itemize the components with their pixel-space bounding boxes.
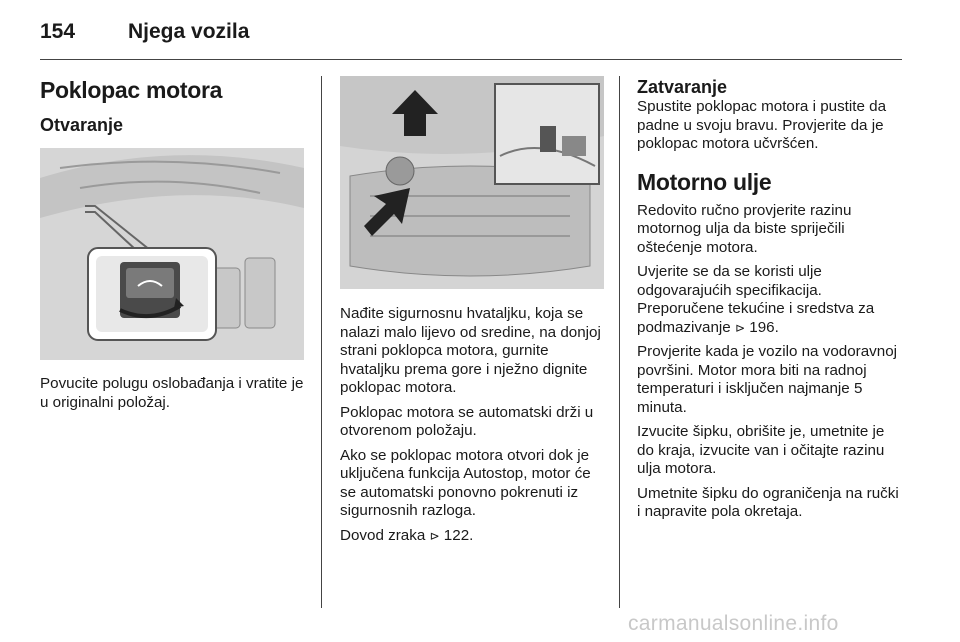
header-rule [40, 59, 902, 60]
paragraph-air-intake [340, 527, 605, 546]
chapter-title: Njega vozila [128, 20, 250, 43]
oil-spec-text: Uvjerite se da se koristi ulje odgovarajućih specifikacija. Preporučene tekućine i sredstva za podmazivanje [637, 263, 875, 336]
page-number: 154 [40, 20, 76, 43]
figure-caption: Povucite polugu oslobađanja i vratite je u originalni položaj. [40, 375, 304, 411]
paragraph-oil-check: Redovito ručno provjerite razinu motornog ulja da biste spriječili oštećenje motora. [637, 201, 852, 256]
column-1 [40, 76, 304, 418]
air-intake-page-ref: 122. [443, 526, 474, 544]
page-header [40, 14, 902, 54]
section-title: Poklopac motora [40, 77, 223, 103]
paragraph-closing: Spustite poklopac motora i pustite da padne u svoju bravu. Provjerite da je poklopac motora učvršćen. [637, 98, 887, 152]
column-2 [340, 76, 605, 551]
hood-release-lever-illustration [40, 148, 304, 360]
paragraph-autostop: Ako se poklopac motora otvori dok je uključena funkcija Autostop, motor će se automatski ponovno pokrenuti iz sigurnosnih razloga. [340, 446, 591, 519]
paragraph-oil-spec [637, 263, 903, 337]
paragraph-safety-catch: Nađite sigurnosnu hvataljku, koja se nalazi malo lijevo od sredine, na donjoj strani poklopca motora, gurnite hvataljku prema gore i nježno dignite poklopac motora. [340, 305, 601, 396]
watermark: carmanualsonline.info [628, 612, 839, 635]
column-3 [637, 76, 903, 528]
paragraph-dipstick: Izvucite šipku, obrišite je, umetnite je do kraja, izvucite van i očitajte razinu ulja motora. [637, 423, 885, 477]
column-divider-2 [619, 76, 620, 608]
subsection-title-closing: Zatvaranje [637, 77, 728, 97]
hood-safety-catch-illustration [340, 76, 604, 289]
section-title-engine-oil: Motorno ulje [637, 168, 772, 195]
oil-spec-page-ref: 196. [749, 318, 779, 336]
paragraph-auto-hold: Poklopac motora se automatski drži u otvorenom položaju. [340, 403, 594, 439]
subsection-title-opening: Otvaranje [40, 115, 124, 135]
reference-arrow-icon: ⊳ [734, 320, 746, 335]
paragraph-level-surface: Provjerite kada je vozilo na vodoravnoj površini. Motor mora biti na radnoj temperaturi i isključen najmanje 5 minuta. [637, 343, 898, 416]
paragraph-insert-dipstick: Umetnite šipku do ograničenja na ručki i napravite pola okretaja. [637, 484, 899, 520]
reference-arrow-icon: ⊳ [429, 528, 440, 543]
air-intake-text: Dovod zraka [340, 526, 426, 544]
column-divider-1 [321, 76, 322, 608]
